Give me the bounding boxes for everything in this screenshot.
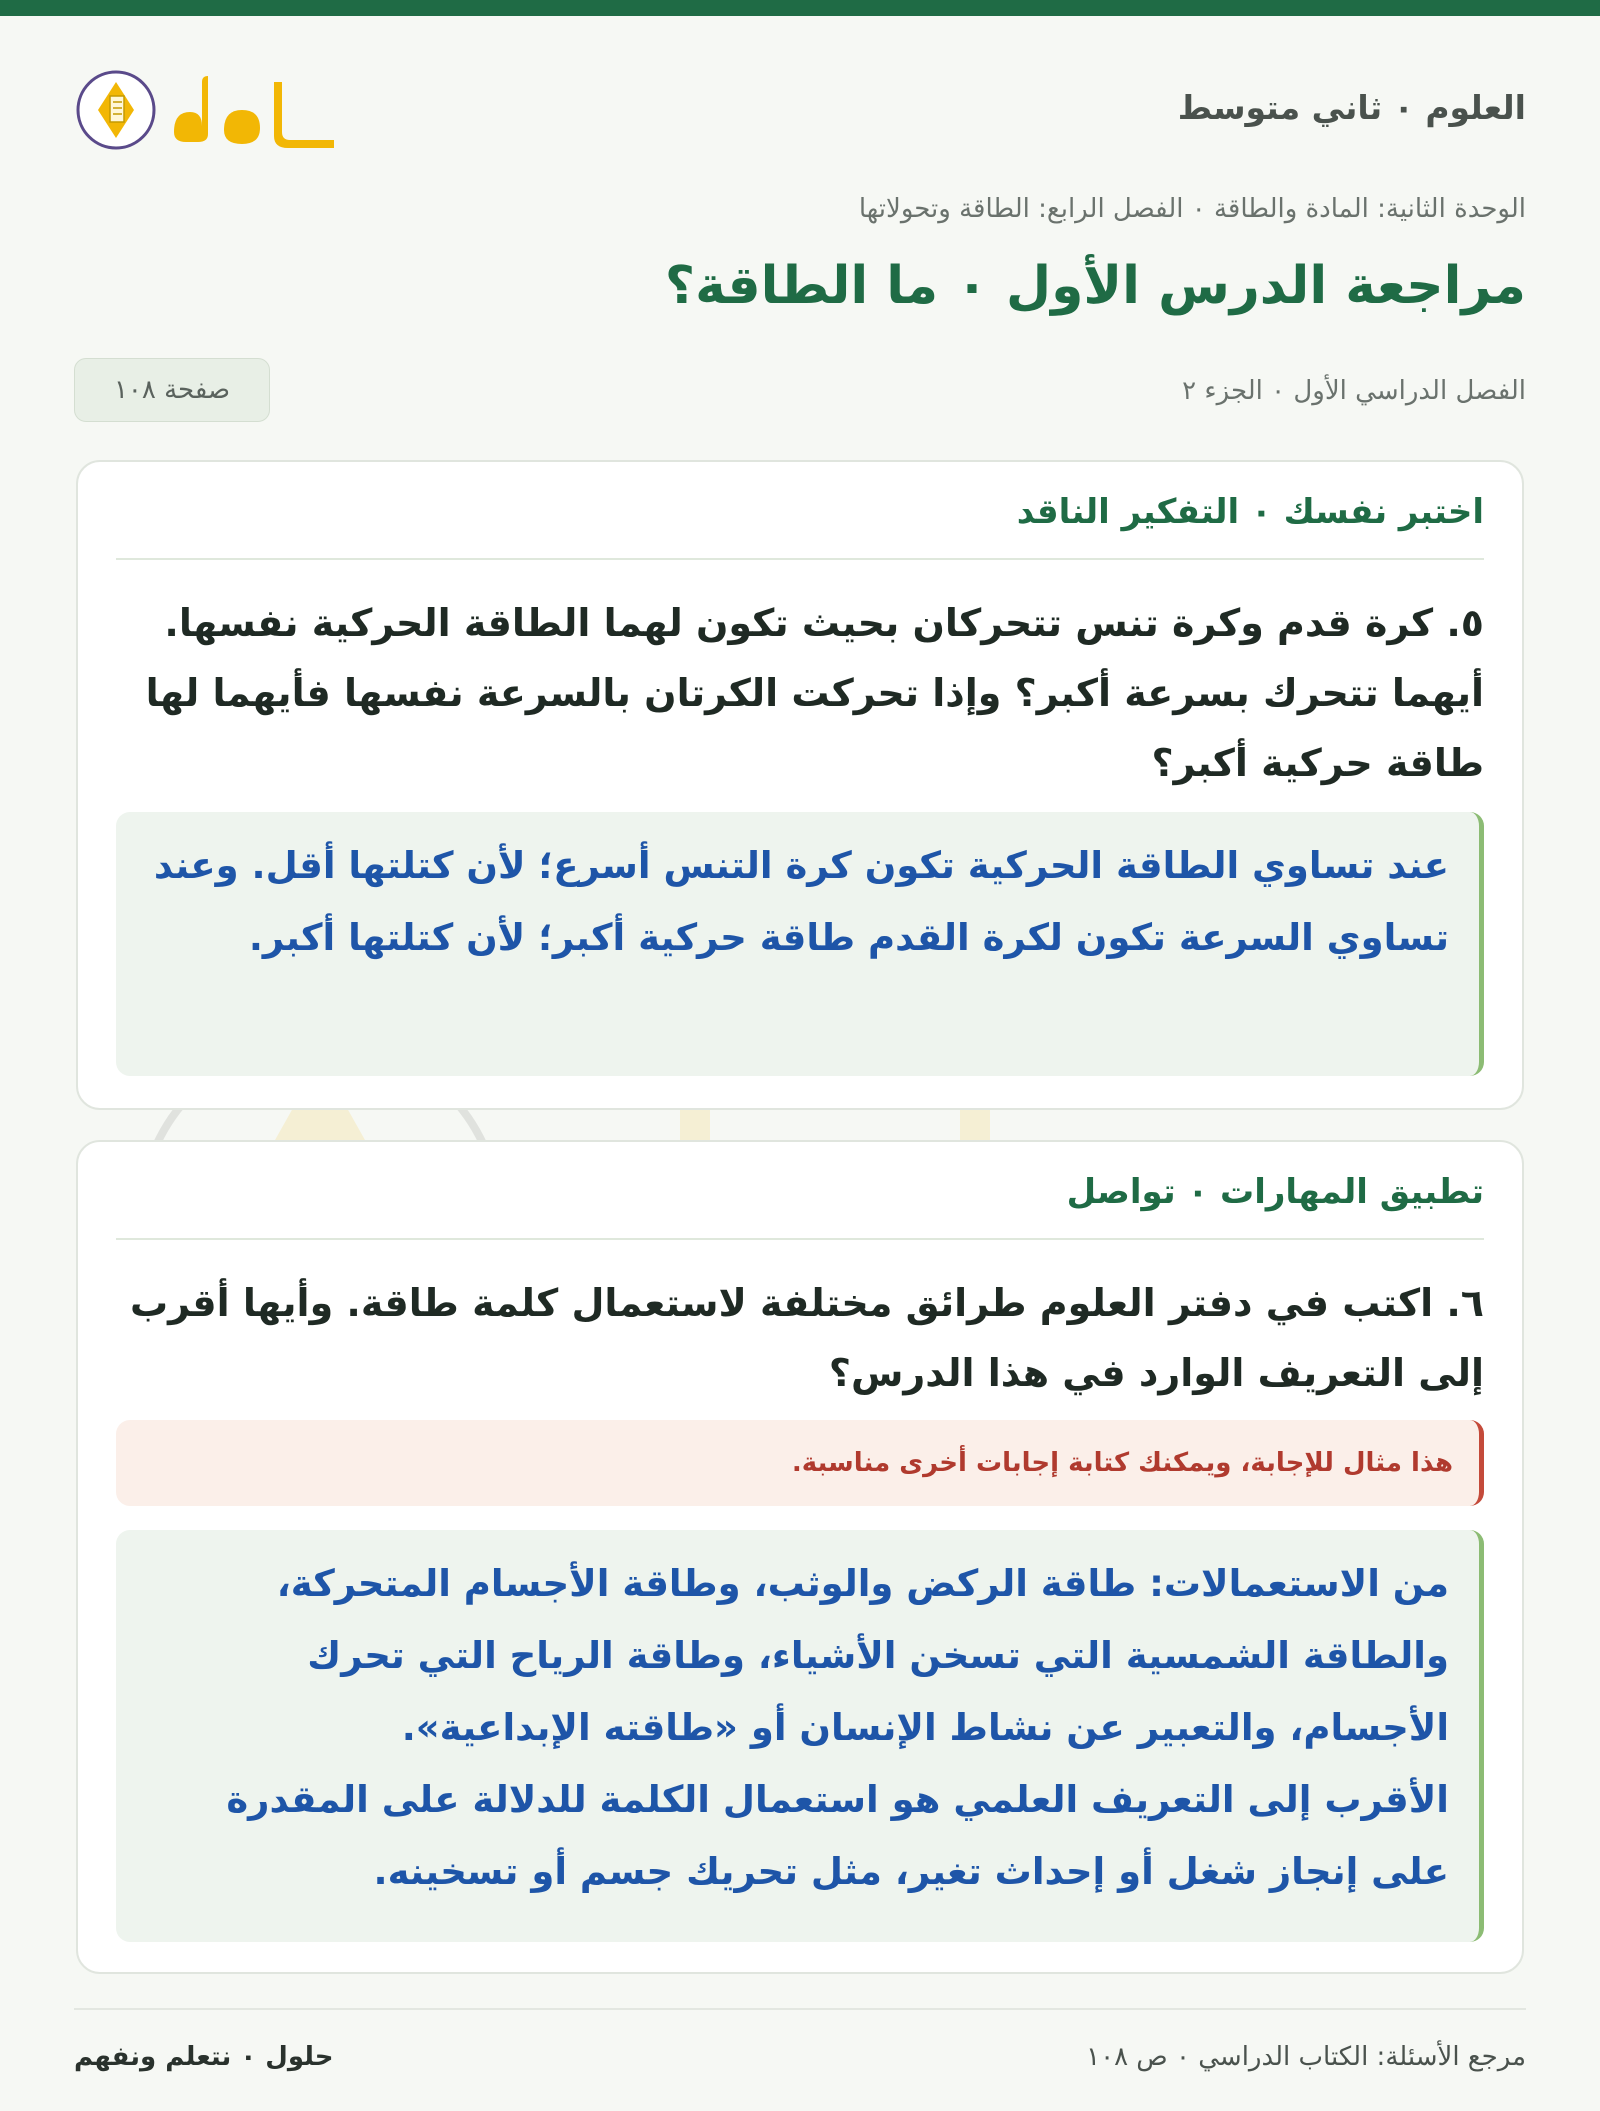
section-title: تطبيق المهارات ٠ تواصل <box>1066 1172 1484 1212</box>
footer-divider <box>74 2008 1526 2010</box>
answer-text-uses: من الاستعمالات: طاقة الركض والوثب، وطاقة الأجسام المتحركة، والطاقة الشمسية التي تسخن الأشياء، وطاقة الرياح التي تحرك الأجسام، والتعبير عن نشاط الإنسان أو «طاقته الإبداعية». <box>276 1562 1449 1749</box>
section-title: اختبر نفسك ٠ التفكير الناقد <box>1016 492 1484 532</box>
answer-box <box>116 1530 1484 1942</box>
page-title: مراجعة الدرس الأول ٠ ما الطاقة؟ <box>664 256 1526 316</box>
answer-text-closest: الأقرب إلى التعريف العلمي هو استعمال الكلمة للدلالة على المقدرة على إنجاز شغل أو إحداث تغير، مثل تحريك جسم أو تسخينه. <box>226 1778 1449 1893</box>
answer-box <box>116 812 1484 1076</box>
subject-label: العلوم ٠ ثاني متوسط <box>1177 88 1526 127</box>
question-text: ٥. كرة قدم وكرة تنس تتحركان بحيث تكون لهما الطاقة الحركية نفسها. أيهما تتحرك بسرعة أكبر؟ وإذا تحركت الكرتان بالسرعة نفسها فأيهما لها طاقة حركية أكبر؟ <box>145 601 1484 785</box>
section-divider <box>116 1238 1484 1240</box>
note-text: هذا مثال للإجابة، ويمكنك كتابة إجابات أخرى مناسبة. <box>791 1448 1453 1478</box>
top-accent-bar <box>0 0 1600 16</box>
breadcrumb: الوحدة الثانية: المادة والطاقة ٠ الفصل الرابع: الطاقة وتحولاتها <box>858 194 1526 224</box>
page-number-badge: صفحة ١٠٨ <box>74 358 270 422</box>
page-header <box>74 60 1526 160</box>
semester-info: الفصل الدراسي الأول ٠ الجزء ٢ <box>1182 376 1526 406</box>
footer-brand: حلول ٠ نتعلم ونفهم <box>74 2042 334 2072</box>
answer-text: عند تساوي الطاقة الحركية تكون كرة التنس أسرع؛ لأن كتلتها أقل. وعند تساوي السرعة تكون لكرة القدم طاقة حركية أكبر؛ لأن كتلتها أكبر. <box>153 844 1449 959</box>
question-card-6 <box>76 1140 1524 1974</box>
sample-answer-note <box>116 1420 1484 1506</box>
footer-reference: مرجع الأسئلة: الكتاب الدراسي ٠ ص ١٠٨ <box>1086 2042 1526 2072</box>
section-divider <box>116 558 1484 560</box>
question-card-5 <box>76 460 1524 1110</box>
hulul-logo[interactable] <box>74 60 344 160</box>
question-text: ٦. اكتب في دفتر العلوم طرائق مختلفة لاستعمال كلمة طاقة. وأيها أقرب إلى التعريف الوارد في هذا الدرس؟ <box>129 1281 1484 1395</box>
